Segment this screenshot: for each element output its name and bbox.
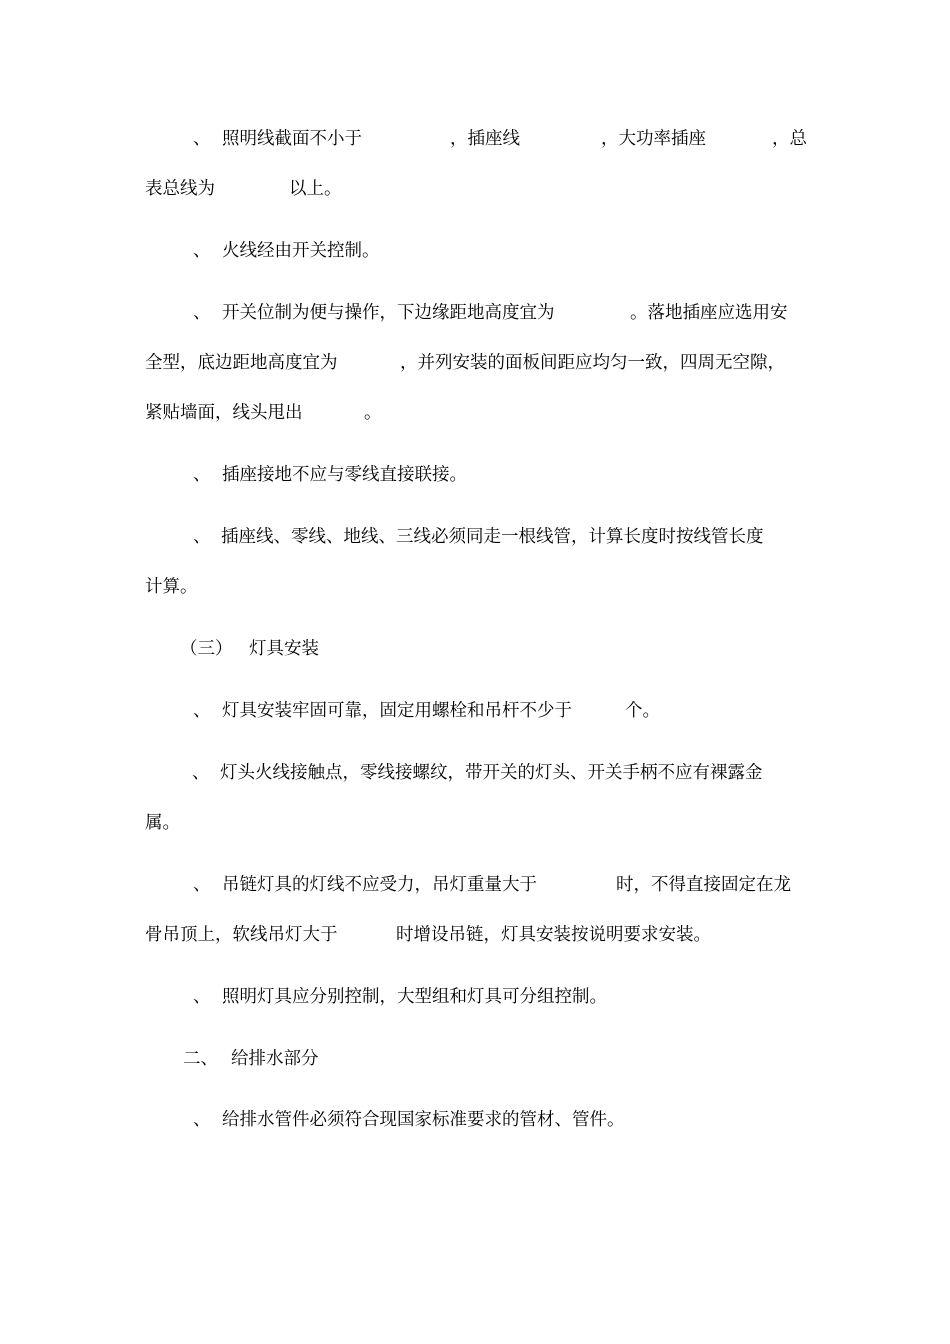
list-marker: 、 [193,987,211,1007]
text-segment: 吊链灯具的灯线不应受力，吊灯重量大于 [222,875,537,895]
text-segment: 开关位制为便与操作，下边缘距地高度宜为 [222,303,555,323]
text-segment: 以上。 [289,179,342,199]
text-segment: 给排水管件必须符合现国家标准要求的管材、管件。 [222,1110,625,1130]
text-segment: 插座接地不应与零线直接联接。 [222,465,467,485]
text-segment: 灯头火线接触点，零线接螺纹，带开关的灯头、开关手柄不应有裸露金 [220,763,763,783]
section-title: 给排水部分 [231,1049,319,1069]
list-marker: 、 [193,875,211,895]
text-segment: 。落地插座应选用安 [630,303,788,323]
text-segment: 个。 [625,701,660,721]
list-marker: 、 [192,763,210,783]
list-marker: 、 [193,465,211,485]
text-segment: 插座线、零线、地线、三线必须同走一根线管，计算长度时按线管长度 [221,527,764,547]
text-segment: 火线经由开关控制。 [222,241,380,261]
list-marker: 、 [193,129,211,149]
list-marker: 、 [193,303,211,323]
list-marker: 、 [193,241,211,261]
text-segment: 时增设吊链，灯具安装按说明要求安装。 [396,925,711,945]
text-segment: 属。 [145,813,180,833]
text-segment: 紧贴墙面，线头甩出 [145,403,303,423]
list-marker: 、 [193,701,211,721]
section-title: 灯具安装 [249,639,319,659]
text-segment: ，插座线 [450,129,520,149]
section-number: （三） [180,639,233,659]
text-segment: 照明灯具应分别控制，大型组和灯具可分组控制。 [222,987,607,1007]
text-segment: 骨吊顶上，软线吊灯大于 [145,925,338,945]
list-marker: 、 [193,527,211,547]
text-segment: 时，不得直接固定在龙 [616,875,791,895]
text-segment: ，并列安装的面板间距应均匀一致，四周无空隙， [400,353,785,373]
section-number: 二、 [183,1049,218,1069]
text-segment: ，大功率插座 [601,129,706,149]
text-segment: 照明线截面不小于 [222,129,362,149]
text-segment: 灯具安装牢固可靠，固定用螺栓和吊杆不少于 [222,701,572,721]
text-segment: 。 [364,403,382,423]
text-segment: 计算。 [145,577,198,597]
text-segment: 全型，底边距地高度宜为 [145,353,338,373]
text-segment: 表总线为 [145,179,215,199]
list-marker: 、 [193,1110,211,1130]
text-segment: ，总 [772,129,807,149]
